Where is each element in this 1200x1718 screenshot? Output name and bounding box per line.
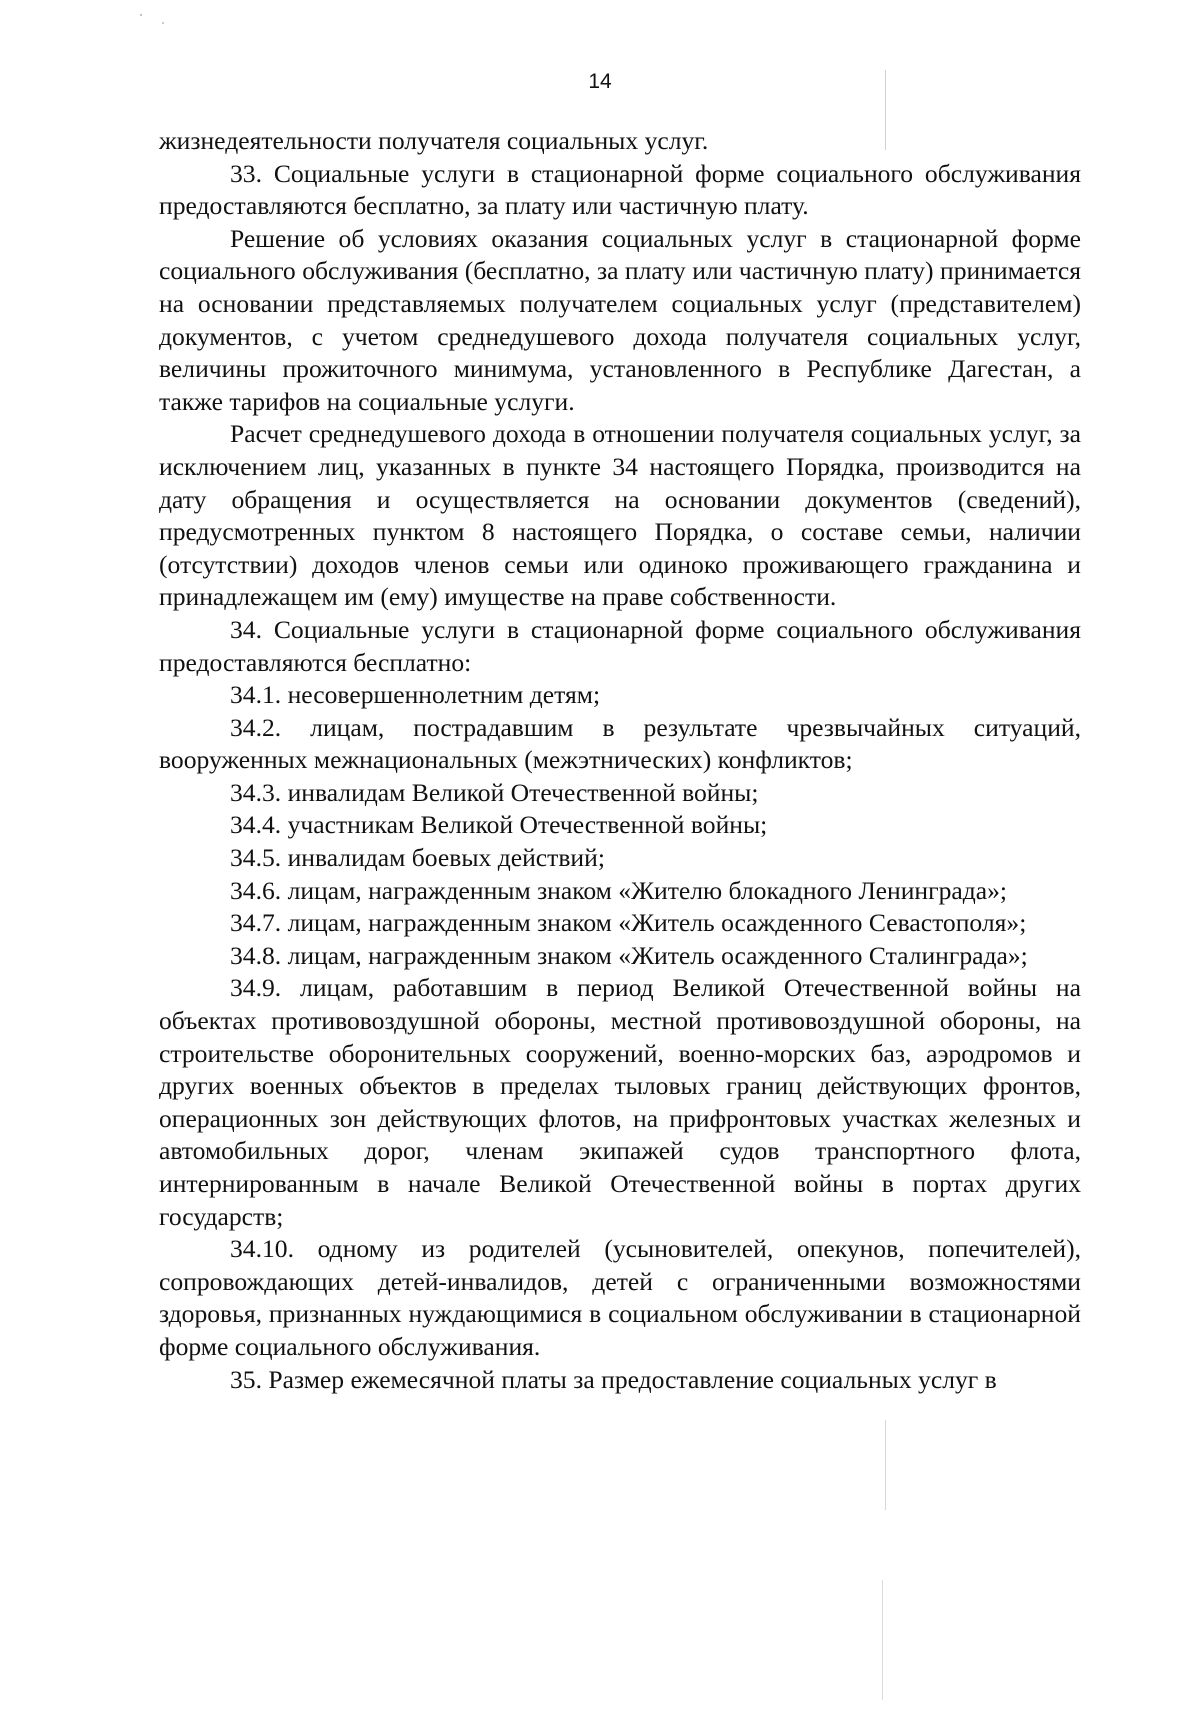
list-item-34-6: 34.6. лицам, награжденным знаком «Жителю блокадного Ленинграда»; — [230, 875, 1008, 905]
document-body — [159, 125, 1081, 1396]
list-item-34-7: 34.7. лицам, награжденным знаком «Житель осажденного Севастополя»; — [230, 908, 1027, 938]
list-item-34-1: 34.1. несовершеннолетним детям; — [230, 680, 601, 710]
paragraph-item-34: 34. Социальные услуги в стационарной форме социального обслуживания предоставляются бесплатно: — [159, 614, 1081, 677]
page-number: 14 — [588, 70, 612, 93]
scan-artifact — [162, 22, 164, 24]
list-item-34-5: 34.5. инвалидам боевых действий; — [230, 843, 605, 873]
list-item-34-9: 34.9. лицам, работавшим в период Великой Отечественной войны на объектах противовоздушной обороны, местной противовоздушной обороны, на строительстве оборонительных сооружений, военно-морских баз, аэродромов и других военных объектов в пределах тыловых границ действующих фронтов, операционных зон действующих флотов, на прифронтовых участках железных и автомобильных дорог, членам экипажей судов транспортного флота, интернированным в начале Великой Отечественной войны в портах других государств; — [159, 973, 1081, 1231]
paragraph-item-33: 33. Социальные услуги в стационарной форме социального обслуживания предоставляются бесплатно, за плату или частичную плату. — [159, 158, 1081, 221]
paragraph-continuation: жизнедеятельности получателя социальных услуг. — [159, 126, 709, 155]
scan-artifact — [885, 1420, 886, 1510]
paragraph-decision-conditions: Решение об условиях оказания социальных услуг в стационарной форме социального обслуживания (бесплатно, за плату или частичную плату) принимается на основании представляемых получателем социальных услуг (представителем) документов, с учетом среднедушевого дохода получателя социальных услуг, величины прожиточного минимума, установленного в Республике Дагестан, а также тарифов на социальные услуги. — [159, 223, 1081, 416]
list-item-34-3: 34.3. инвалидам Великой Отечественной войны; — [230, 777, 759, 807]
list-item-34-8: 34.8. лицам, награжденным знаком «Житель осажденного Сталинграда»; — [230, 940, 1028, 970]
scan-artifact — [885, 70, 886, 150]
paragraph-income-calculation: Расчет среднедушевого дохода в отношении получателя социальных услуг, за исключением лиц, указанных в пункте 34 настоящего Порядка, производится на дату обращения и осуществляется на основании документов (сведений), предусмотренных пунктом 8 настоящего Порядка, о составе семьи, наличии (отсутствии) доходов членов семьи или одиноко проживающего гражданина и принадлежащем им (ему) имуществе на праве собственности. — [159, 419, 1081, 612]
list-item-34-4: 34.4. участникам Великой Отечественной войны; — [230, 810, 768, 840]
list-item-34-10: 34.10. одному из родителей (усыновителей, опекунов, попечителей), сопровождающих детей-инвалидов, детей с ограниченными возможностями здоровья, признанных нуждающимися в социальном обслуживании в стационарной форме социального обслуживания. — [159, 1234, 1081, 1361]
scan-artifact — [882, 1580, 883, 1700]
paragraph-item-35: 35. Размер ежемесячной платы за предоставление социальных услуг в — [230, 1364, 997, 1394]
list-item-34-2: 34.2. лицам, пострадавшим в результате чрезвычайных ситуаций, вооруженных межнациональных (межэтнических) конфликтов; — [159, 712, 1081, 775]
scan-artifact — [140, 14, 142, 16]
